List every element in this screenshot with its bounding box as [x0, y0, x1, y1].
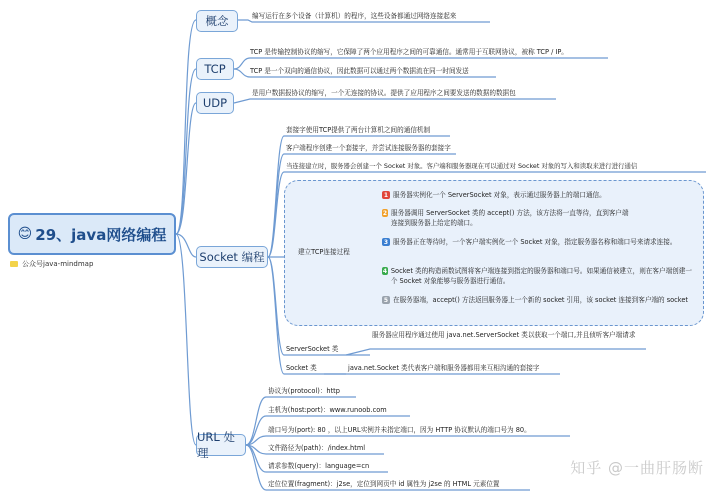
socket-leaf-3: 当连接建立时，服务器会创建一个 Socket 对象。客户端和服务器现在可以通过对 Socket 对象的写入和读取来进行进行通信	[286, 162, 638, 170]
socketclass-label: Socket 类	[286, 364, 317, 372]
socketclass-text: java.net.Socket 类代表客户端和服务器都用来互相沟通的套接字	[348, 364, 540, 372]
step-5-text: 在服务器端，accept() 方法返回服务器上一个新的 socket 引用，该 socket 连接到客户端的 socket	[393, 296, 689, 304]
tcp-step-1	[382, 191, 650, 201]
serversocket-text: 服务器应用程序通过使用 java.net.ServerSocket 类以获取一个端口,并且侦听客户端请求	[372, 331, 636, 339]
serversocket-label: ServerSocket 类	[286, 345, 339, 353]
tcp-leaf-2: TCP 是一个双向的通信协议，因此数据可以通过两个数据流在同一时间发送	[250, 67, 469, 75]
url-leaf-fragment: 定位位置(fragment)：j2se，定位到网页中 id 属性为 j2se 的 HTML 元素位置	[268, 480, 500, 488]
url-leaf-query: 请求参数(query)：language=cn	[268, 462, 370, 470]
tag-icon	[10, 261, 18, 267]
root-title: 29、java网络编程	[35, 225, 167, 244]
step-4-text: Socket 类的构造函数试图将客户端连接到指定的服务器和端口号。如果通信被建立，则在客户端创建一个 Socket 对象能够与服务器进行通信。	[390, 267, 692, 285]
step-1-text: 服务器实例化一个 ServerSocket 对象，表示通过服务器上的端口通信。	[393, 191, 606, 199]
topic-tcp[interactable]: TCP	[196, 58, 234, 80]
tcp-setup-label: 建立TCP连接过程	[298, 248, 350, 256]
link-serversocket-text	[346, 349, 646, 355]
root-node[interactable]	[8, 213, 176, 255]
topic-url[interactable]: URL 处理	[196, 434, 246, 456]
socket-leaf-2: 客户端程序创建一个套接字，并尝试连接服务器的套接字	[286, 144, 451, 152]
topic-udp[interactable]: UDP	[196, 92, 234, 114]
step-4-badge: 4	[382, 267, 388, 275]
tcp-step-5	[382, 296, 694, 306]
step-3-badge: 3	[383, 238, 389, 246]
udp-leaf: 是用户数据报协议的缩写，一个无连接的协议。提供了应用程序之间要发送的数据的数据包	[252, 89, 516, 97]
step-1-badge: 1	[383, 191, 389, 199]
smile-icon: 😊	[17, 226, 33, 242]
url-leaf-port: 端口号为(port): 80 ，以上URL实例并未指定端口，因为 HTTP 协议默认的端口号为 80。	[268, 426, 531, 434]
socket-leaf-1: 套接字使用TCP提供了两台计算机之间的通信机制	[286, 126, 431, 134]
link-root-concept	[176, 20, 196, 234]
link-udp-leaf	[234, 99, 556, 103]
step-3-text: 服务器正在等待时，一个客户端实例化一个 Socket 对象，指定服务器名称和端口号来请求连接。	[393, 238, 677, 246]
step-2-text: 服务器调用 ServerSocket 类的 accept() 方法，该方法将一直等待，直到客户端连接到服务器上给定的端口。	[391, 209, 629, 227]
topic-concept[interactable]: 概念	[196, 10, 238, 32]
url-leaf-path: 文件路径为(path)：/index.html	[268, 444, 366, 452]
link-root-socket	[176, 234, 196, 257]
tcp-step-2	[382, 209, 634, 228]
tcp-step-3	[382, 238, 694, 248]
wechat-text: 公众号java-mindmap	[22, 260, 94, 268]
step-2-badge: 2	[382, 209, 388, 217]
tcp-step-4	[382, 267, 698, 286]
wechat-label	[10, 259, 93, 269]
concept-leaf: 编写运行在多个设备（计算机）的程序，这些设备都通过网络连接起来	[252, 12, 457, 20]
topic-socket[interactable]: Socket 编程	[196, 246, 268, 268]
url-leaf-host: 主机为(host:port)：www.runoob.com	[268, 406, 387, 414]
tcp-leaf-1: TCP 是传输控制协议的缩写，它保障了两个应用程序之间的可靠通信。通常用于互联网协议，被称 TCP / IP。	[250, 48, 568, 56]
zhihu-watermark: 知乎 @一曲肝肠断	[570, 459, 704, 477]
link-url-leaf-1	[246, 397, 356, 445]
link-root-url	[176, 234, 196, 445]
url-leaf-protocol: 协议为(protocol)：http	[268, 387, 340, 395]
step-5-badge: 5	[383, 296, 389, 304]
